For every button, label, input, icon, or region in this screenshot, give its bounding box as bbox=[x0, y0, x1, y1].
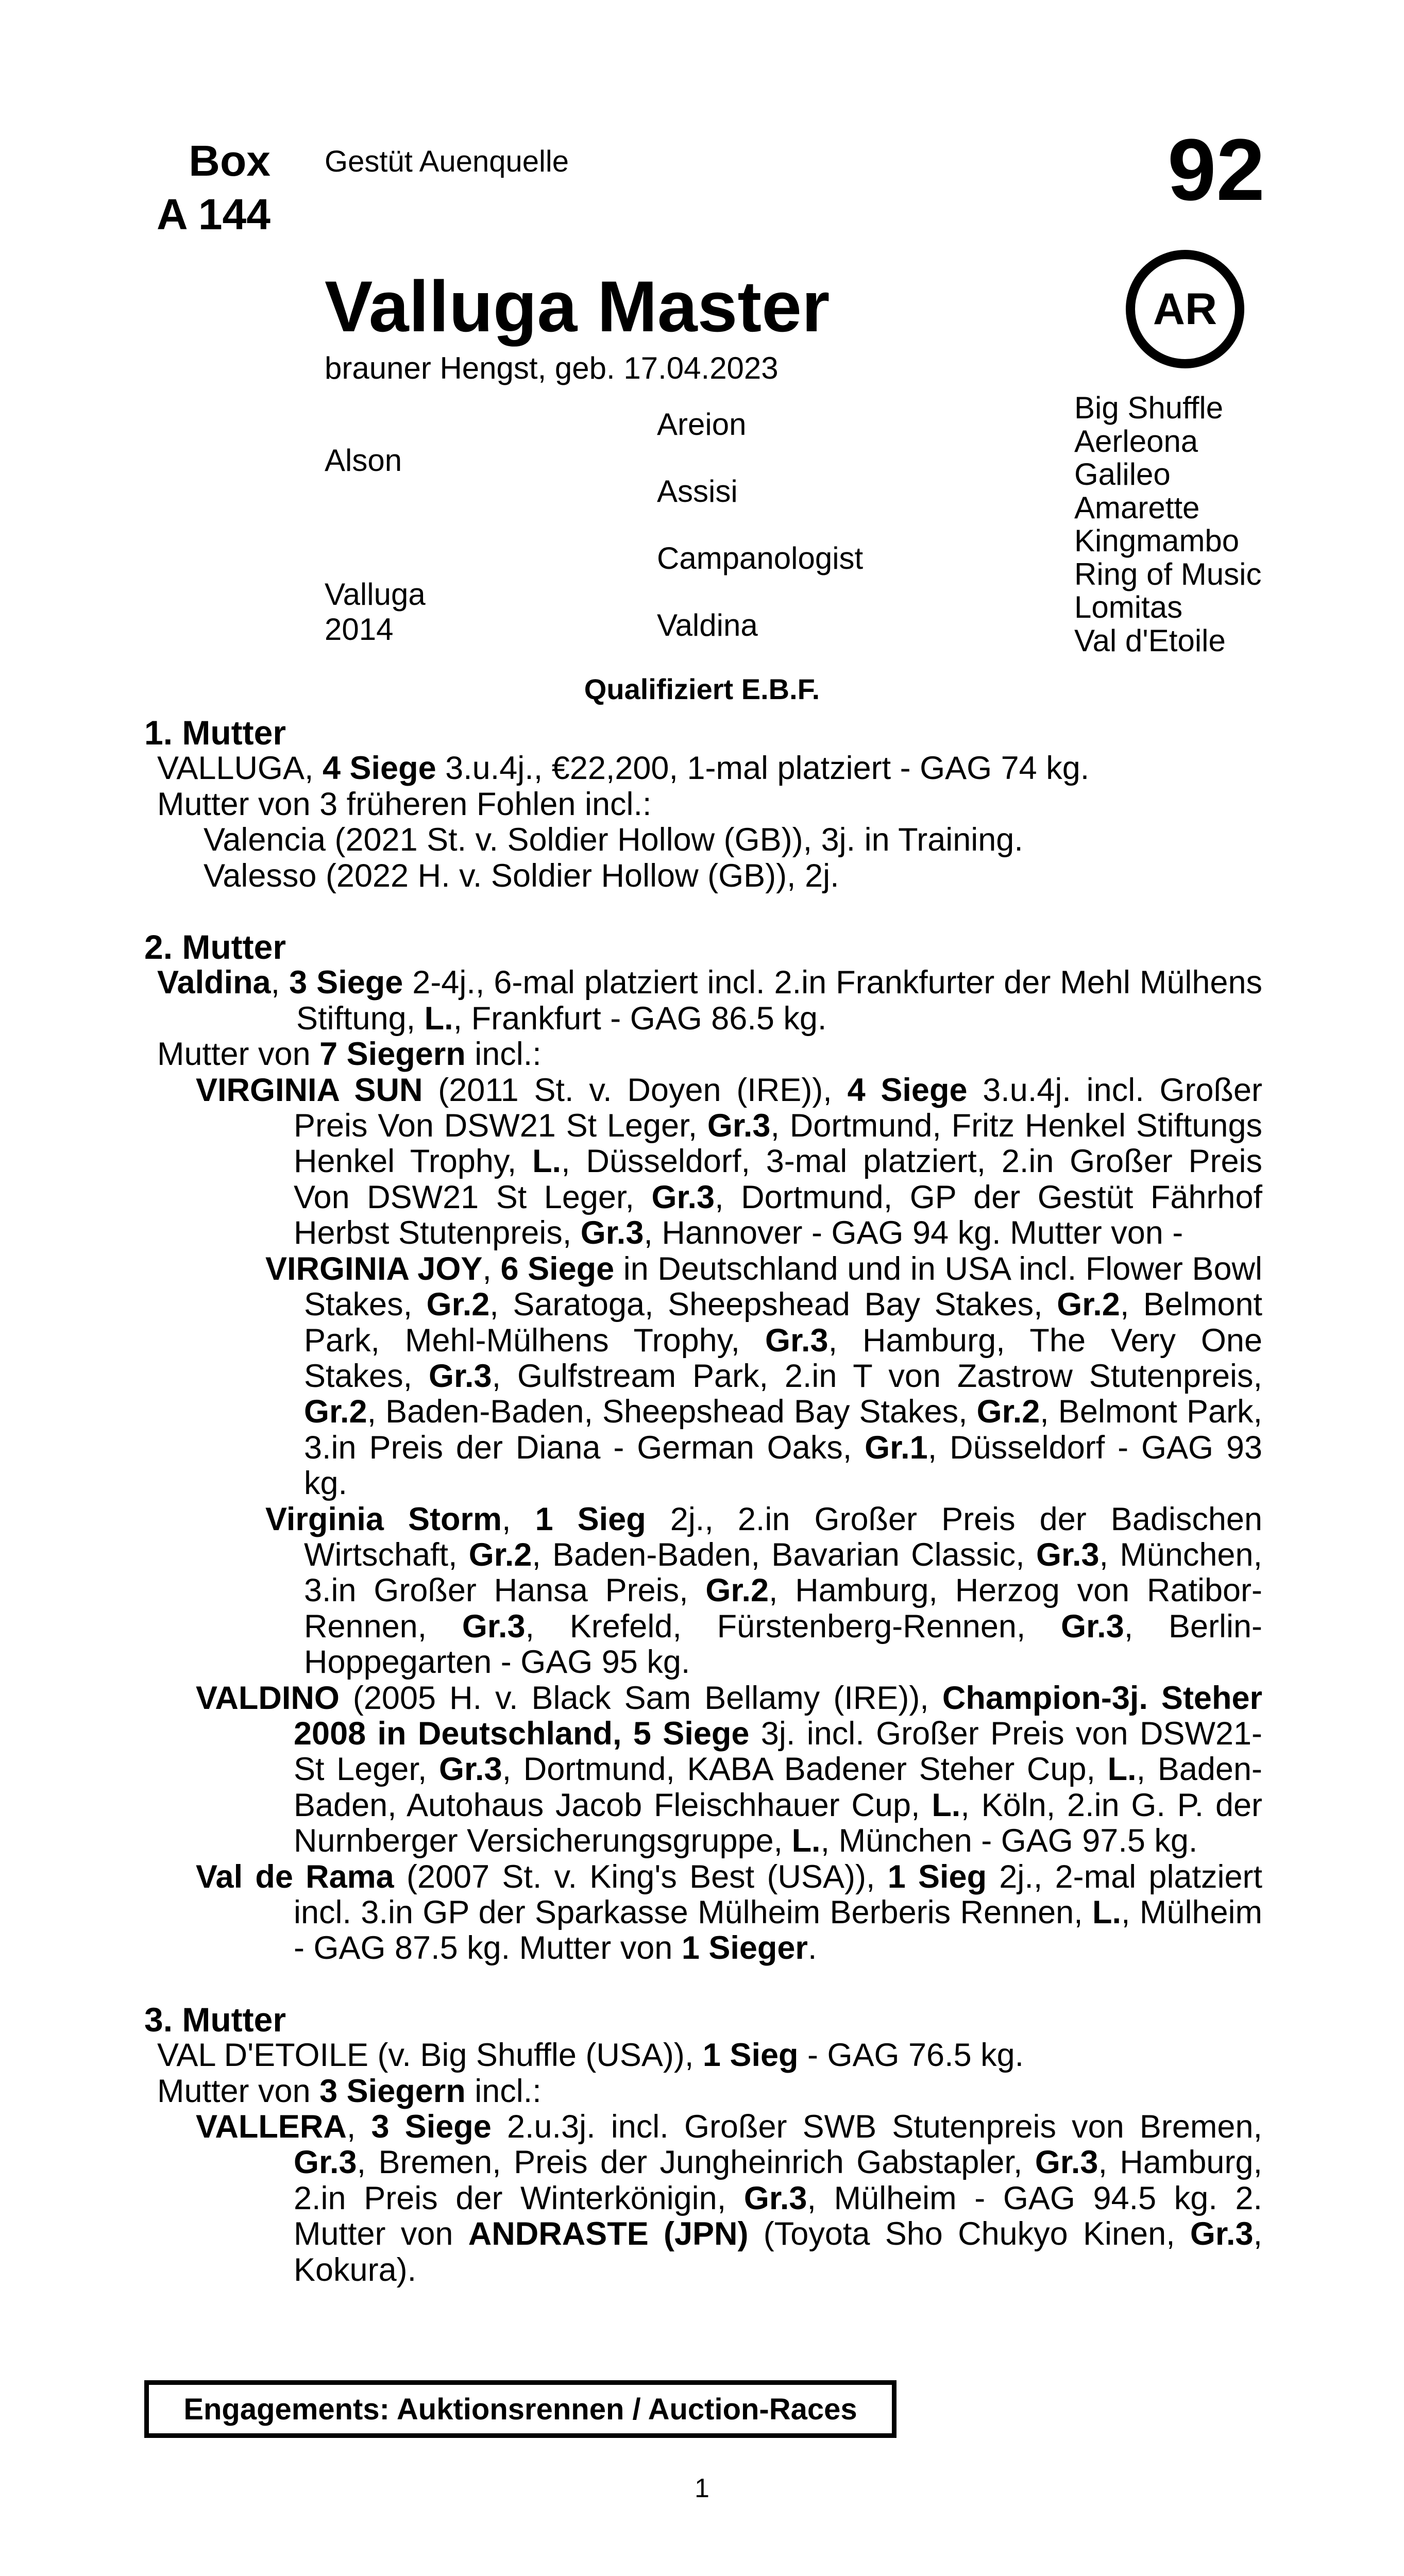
second-dam-winners: Mutter von 7 Siegern incl.: bbox=[157, 1036, 542, 1073]
produce-entry: VIRGINIA JOY, 6 Siege in Deutschland und in USA incl. Flower Bowl Stakes, Gr.2, Saratoga, Sheepshead Bay Stakes, Gr.2, Belmont Park, Mehl-Mülhens Trophy, Gr.3, Hamburg, The Very One Stakes, Gr.3, Gulfstream Park, 2.in T von Zastrow Stutenpreis, Gr.2, Baden-Baden, Sheepshead Bay Stakes, Gr.2, Belmont Park, 3.in Preis der Diana - German Oaks, Gr.1, Düsseldorf - GAG 93 kg. bbox=[265, 1250, 1263, 1502]
first-dam-heading: 1. Mutter bbox=[144, 714, 286, 752]
lot-number: 92 bbox=[1167, 121, 1265, 219]
pedigree-sire: Alson bbox=[325, 443, 402, 478]
pedigree-ggp: Val d'Etoile bbox=[1074, 623, 1226, 658]
pedigree-grandparent: Valdina bbox=[657, 608, 758, 642]
third-dam-heading: 3. Mutter bbox=[144, 2000, 286, 2039]
page-number: 1 bbox=[695, 2473, 709, 2503]
pedigree-ggp: Galileo bbox=[1074, 457, 1171, 492]
produce-entry: VIRGINIA SUN (2011 St. v. Doyen (IRE)), 4 Siege 3.u.4j. incl. Großer Preis Von DSW21 St Leger, Gr.3, Dortmund, Fritz Henkel Stiftungs Henkel Trophy, L., Düsseldorf, 3-mal platziert, 2.in Großer Preis Von DSW21 St Leger, Gr.3, Dortmund, GP der Gestüt Fährhof Herbst Stutenpreis, Gr.3, Hannover - GAG 94 kg. Mutter von - bbox=[196, 1072, 1263, 1251]
engagements-box: Engagements: Auktionsrennen / Auction-Races bbox=[144, 2380, 896, 2438]
box-number: A 144 bbox=[156, 190, 270, 239]
pedigree-grandparent: Campanologist bbox=[657, 541, 864, 575]
produce-entry: Val de Rama (2007 St. v. King's Best (USA)), 1 Sieg 2j., 2-mal platziert incl. 3.in GP der Sparkasse Mülheim Berberis Rennen, L., Mülheim - GAG 87.5 kg. Mutter von 1 Sieger. bbox=[196, 1858, 1262, 1967]
produce-entry: VALDINO (2005 H. v. Black Sam Bellamy (IRE)), Champion-3j. Steher 2008 in Deutschland, 5 Siege 3j. incl. Großer Preis von DSW21-St Leger, Gr.3, Dortmund, KABA Badener Steher Cup, L., Baden-Baden, Autohaus Jacob Fleischhauer Cup, L., Köln, 2.in G. P. der Nurnberger Versicherungsgruppe, L., München - GAG 97.5 kg. bbox=[196, 1680, 1263, 1859]
pedigree-ggp: Aerleona bbox=[1074, 423, 1198, 459]
pedigree-ggp: Lomitas bbox=[1074, 590, 1183, 624]
box-title: Box bbox=[189, 137, 270, 185]
foal-entry: Valencia (2021 St. v. Soldier Hollow (GB)), 3j. in Training. bbox=[204, 822, 1023, 858]
pedigree-grandparent: Assisi bbox=[657, 474, 738, 509]
dam-year: 2014 bbox=[325, 612, 394, 647]
pedigree-dam bbox=[325, 577, 426, 647]
third-dam-winners: Mutter von 3 Siegern incl.: bbox=[157, 2073, 542, 2109]
box-label bbox=[129, 134, 270, 241]
dam-name: Valluga bbox=[325, 577, 426, 612]
pedigree-great-grandparents bbox=[1074, 392, 1261, 657]
produce-entry: Virginia Storm, 1 Sieg 2j., 2.in Großer Preis der Badischen Wirtschaft, Gr.2, Baden-Baden, Bavarian Classic, Gr.3, München, 3.in Großer Hansa Preis, Gr.2, Hamburg, Herzog von Ratibor-Rennen, Gr.3, Krefeld, Fürstenberg-Rennen, Gr.3, Berlin-Hoppegarten - GAG 95 kg. bbox=[265, 1501, 1263, 1681]
qualification: Qualifiziert E.B.F. bbox=[584, 673, 820, 705]
first-dam-foals-intro: Mutter von 3 früheren Fohlen incl.: bbox=[157, 786, 652, 822]
first-dam-record: VALLUGA, 4 Siege 3.u.4j., €22,200, 1-mal platziert - GAG 74 kg. bbox=[157, 750, 1090, 787]
pedigree-ggp: Big Shuffle bbox=[1074, 391, 1224, 425]
produce-entry: VALLERA, 3 Siege 2.u.3j. incl. Großer SWB Stutenpreis von Bremen, Gr.3, Bremen, Preis der Jungheinrich Gabstapler, Gr.3, Hamburg, 2.in Preis der Winterkönigin, Gr.3, Mülheim - GAG 94.5 kg. 2. Mutter von ANDRASTE (JPN) (Toyota Sho Chukyo Kinen, Gr.3, Kokura). bbox=[196, 2109, 1263, 2288]
pedigree-ggp: Kingmambo bbox=[1074, 523, 1240, 558]
pedigree-ggp: Amarette bbox=[1074, 490, 1200, 525]
ar-badge: AR bbox=[1126, 250, 1244, 368]
foal-entry: Valesso (2022 H. v. Soldier Hollow (GB)), 2j. bbox=[204, 857, 839, 894]
breeder: Gestüt Auenquelle bbox=[325, 145, 569, 178]
third-dam-record: VAL D'ETOILE (v. Big Shuffle (USA)), 1 Sieg - GAG 76.5 kg. bbox=[157, 2037, 1024, 2074]
pedigree-ggp: Ring of Music bbox=[1074, 556, 1262, 591]
second-dam-heading: 2. Mutter bbox=[144, 928, 286, 967]
horse-description: brauner Hengst, geb. 17.04.2023 bbox=[325, 351, 779, 385]
dam-line bbox=[144, 715, 1262, 2288]
second-dam-record: Valdina, 3 Siege 2-4j., 6-mal platziert incl. 2.in Frankfurter der Mehl Mülhens Stiftung, L., Frankfurt - GAG 86.5 kg. bbox=[157, 964, 1263, 1037]
pedigree-grandparent: Areion bbox=[657, 407, 747, 442]
horse-name: Valluga Master bbox=[325, 266, 830, 347]
